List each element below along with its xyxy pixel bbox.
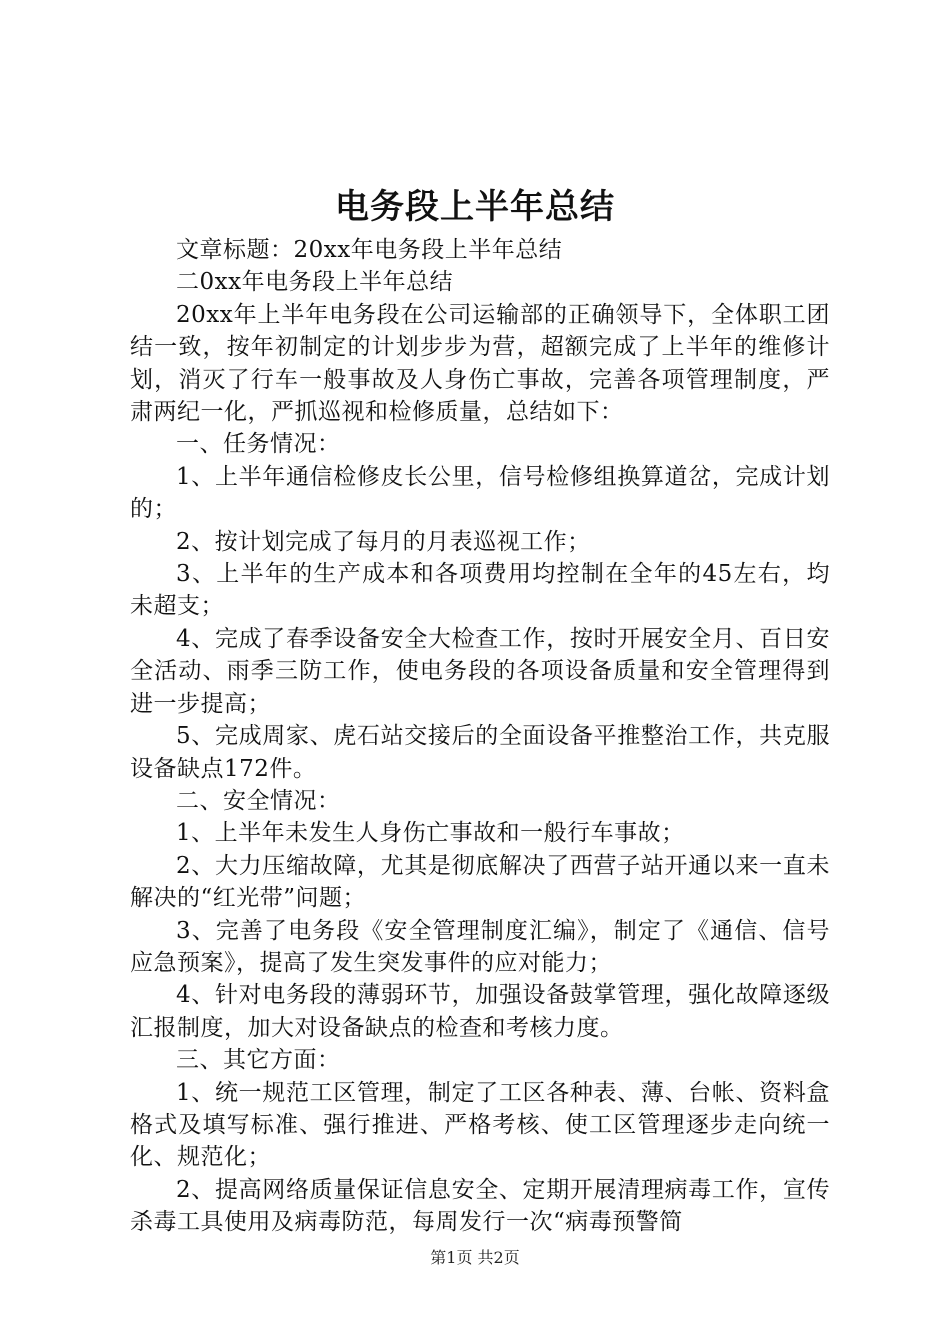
paragraph-safety-1: 1、上半年未发生人身伤亡事故和一般行车事故； — [176, 820, 685, 847]
paragraph-subtitle: 二0xx年电务段上半年总结 — [176, 269, 454, 296]
paragraph-task-4: 4、完成了春季设备安全大检查工作，按时开展安全月、百日安全活动、雨季三防工作，使电务段的各项设备质量和安全管理得到进一步提高； — [130, 625, 830, 717]
section-heading-tasks: 一、任务情况： — [176, 431, 341, 458]
paragraph-task-2: 2、按计划完成了每月的月表巡视工作； — [176, 528, 591, 555]
paragraph-task-5: 5、完成周家、虎石站交接后的全面设备平推整治工作，共克服设备缺点172件。 — [130, 723, 830, 782]
paragraph-safety-3: 3、完善了电务段《安全管理制度汇编》，制定了《通信、信号应急预案》，提高了发生突发事件的应对能力； — [130, 917, 830, 976]
section-heading-other: 三、其它方面： — [176, 1047, 341, 1074]
page-number-footer: 第1页 共2页 — [430, 1248, 520, 1267]
paragraph-intro: 20xx年上半年电务段在公司运输部的正确领导下，全体职工团结一致，按年初制定的计划步步为营，超额完成了上半年的维修计划，消灭了行车一般事故及人身伤亡事故，完善各项管理制度，严肃两纪一化，严抓巡视和检修质量，总结如下： — [130, 301, 830, 426]
section-heading-safety: 二、安全情况： — [176, 787, 341, 814]
paragraph-other-1: 1、统一规范工区管理，制定了工区各种表、薄、台帐、资料盒格式及填写标准、强行推进、严格考核、使工区管理逐步走向统一化、规范化； — [130, 1079, 830, 1171]
paragraph-other-2: 2、提高网络质量保证信息安全、定期开展清理病毒工作，宣传杀毒工具使用及病毒防范，每周发行一次“病毒预警简 — [130, 1176, 830, 1236]
paragraph-task-1: 1、上半年通信检修皮长公里，信号检修组换算道岔，完成计划的； — [130, 463, 830, 523]
paragraph-safety-2: 2、大力压缩故障，尤其是彻底解决了西营子站开通以来一直未解决的“红光带”问题； — [130, 852, 830, 912]
paragraph-safety-4: 4、针对电务段的薄弱环节，加强设备鼓掌管理，强化故障逐级汇报制度，加大对设备缺点的检查和考核力度。 — [130, 982, 830, 1041]
document-title: 电务段上半年总结 — [335, 187, 615, 227]
paragraph-task-3: 3、上半年的生产成本和各项费用均控制在全年的45左右，均未超支； — [130, 561, 830, 620]
document-body — [130, 234, 830, 1239]
paragraph-article-title: 文章标题：20xx年电务段上半年总结 — [176, 237, 563, 263]
